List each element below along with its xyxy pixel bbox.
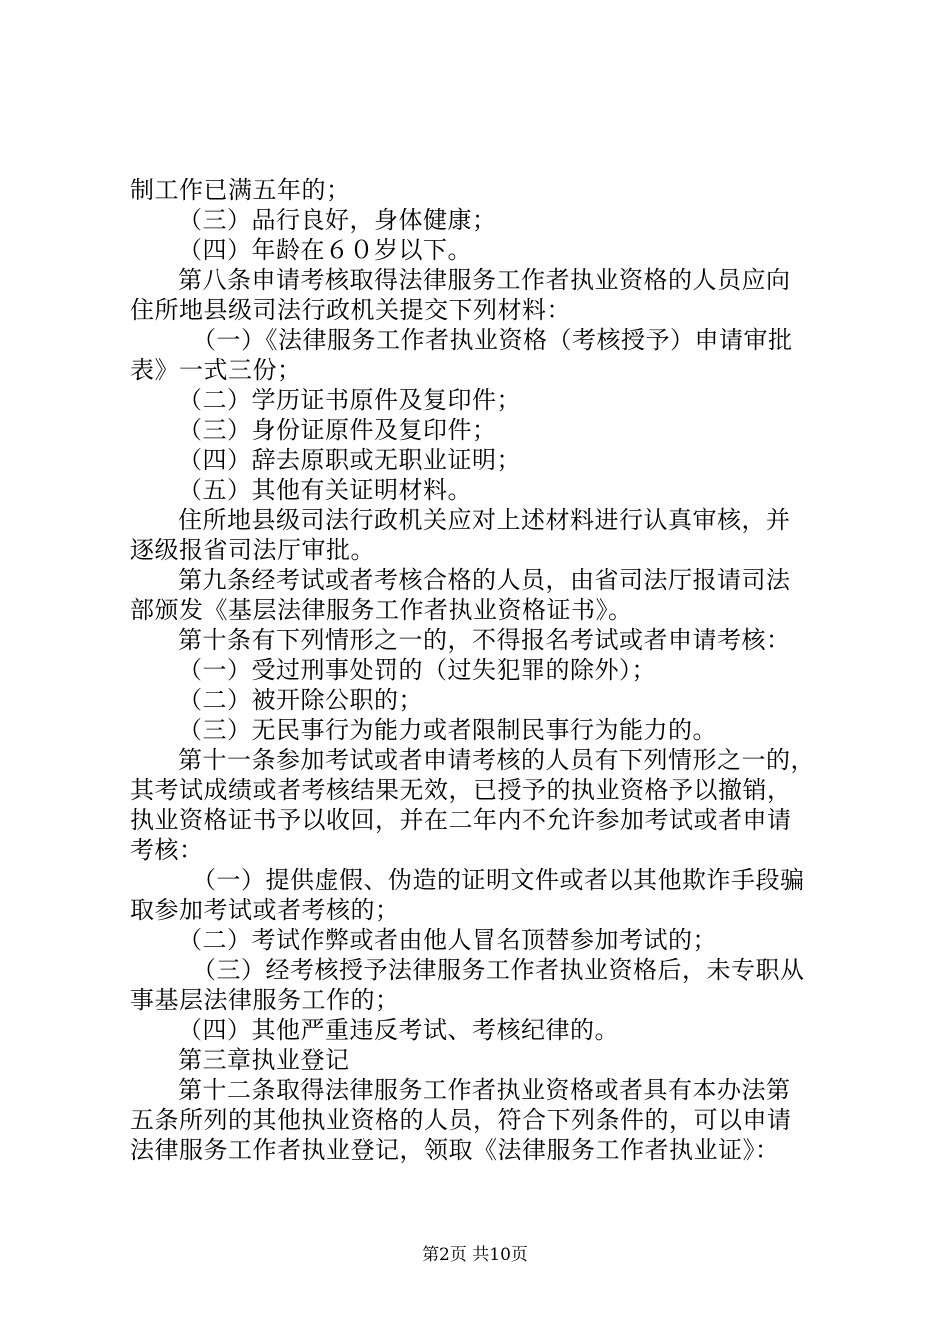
chapter-heading: 第三章执业登记: [178, 1046, 350, 1074]
text-line: （二）学历证书原件及复印件；: [178, 386, 521, 414]
text-line: （四）其他严重违反考试、考核纪律的。: [178, 1016, 619, 1044]
text-line: 事基层法律服务工作的；: [130, 986, 400, 1014]
article-9-line: 第九条经考试或者考核合格的人员，由省司法厅报请司法: [178, 566, 791, 594]
text-line: （四）辞去原职或无职业证明；: [178, 446, 521, 474]
text-line: （二）考试作弊或者由他人冒名顶替参加考试的；: [178, 926, 717, 954]
article-12-line: 第十二条取得法律服务工作者执业资格或者具有本办法第: [178, 1076, 791, 1104]
text-line: 部颁发《基层法律服务工作者执业资格证书》。: [130, 596, 633, 624]
text-line: （一）《法律服务工作者执业资格（考核授予）申请审批: [192, 326, 793, 354]
text-line: （三）无民事行为能力或者限制民事行为能力的。: [178, 716, 717, 744]
article-10-line: 第十条有下列情形之一的，不得报名考试或者申请考核：: [178, 626, 791, 654]
page-number-footer: 第2页 共10页: [422, 1245, 528, 1265]
text-line: （一）受过刑事处罚的（过失犯罪的除外）；: [178, 656, 656, 684]
text-line: 逐级报省司法厅审批。: [130, 536, 375, 564]
article-8-line: 第八条申请考核取得法律服务工作者执业资格的人员应向: [178, 266, 791, 294]
document-body: [130, 175, 830, 1165]
text-line: （一）提供虚假、伪造的证明文件或者以其他欺诈手段骗: [192, 866, 805, 894]
text-line: 住所地县级司法行政机关应对上述材料进行认真审核，并: [178, 506, 791, 534]
text-line: 表》一式三份；: [130, 356, 302, 384]
text-line: 考核：: [130, 836, 204, 864]
text-line: 法律服务工作者执业登记，领取《法律服务工作者执业证》：: [130, 1136, 780, 1164]
text-line: 制工作已满五年的；: [130, 176, 351, 204]
text-line: （五）其他有关证明材料。: [178, 476, 472, 504]
text-line: （三）身份证原件及复印件；: [178, 416, 497, 444]
text-line: 执业资格证书予以收回，并在二年内不允许参加考试或者申请: [130, 806, 792, 834]
article-11-line: 第十一条参加考试或者申请考核的人员有下列情形之一的，: [178, 746, 815, 774]
text-line: 取参加考试或者考核的；: [130, 896, 400, 924]
text-line: （三）品行良好，身体健康；: [178, 206, 497, 234]
text-line: （二）被开除公职的；: [178, 686, 423, 714]
text-line: （三）经考核授予法律服务工作者执业资格后，未专职从: [192, 956, 805, 984]
text-line: 其考试成绩或者考核结果无效，已授予的执业资格予以撤销，: [130, 776, 792, 804]
text-line: （四）年龄在６０岁以下。: [178, 236, 472, 264]
text-line: 住所地县级司法行政机关提交下列材料：: [130, 296, 571, 324]
text-line: 五条所列的其他执业资格的人员，符合下列条件的，可以申请: [130, 1106, 792, 1134]
